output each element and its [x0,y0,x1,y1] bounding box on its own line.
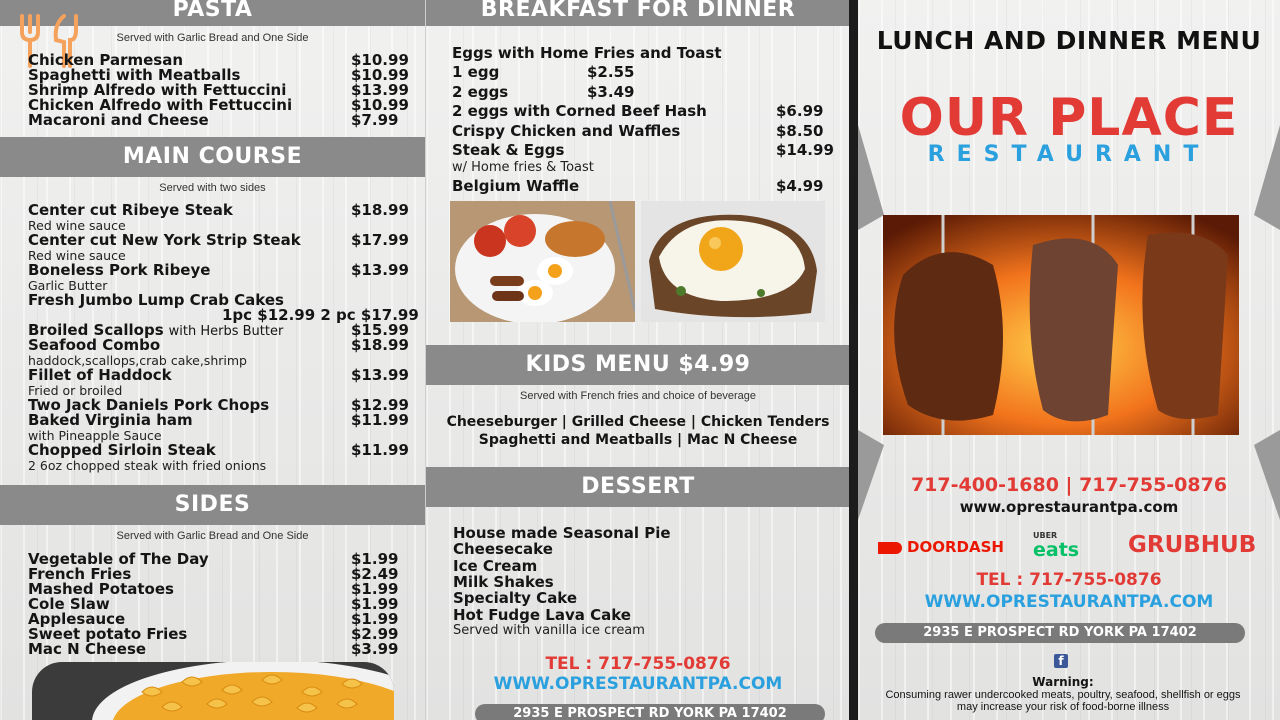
breakfast-item-price: $8.50 [776,122,824,140]
pasta-item-label: Spaghetti with Meatballs [28,66,241,84]
breakfast-header: BREAKFAST FOR DINNER [426,0,849,26]
left-panel [0,0,425,720]
dessert-item-name [453,605,631,624]
grubhub-logo[interactable]: GRUBHUB [1128,532,1257,558]
breakfast-item-name: 2 eggs with Corned Beef Hash [452,102,707,120]
doordash-label: DOORDASH [907,538,1004,556]
main-item-name [28,263,210,278]
pasta-subtitle: Served with Garlic Bread and One Side [116,32,309,44]
main-item-note: 2 6oz chopped steak with fried onions [28,458,267,473]
main-item-label: Fresh Jumbo Lump Crab Cakes [28,291,284,309]
dessert-item-name [453,591,577,606]
breakfast-item-price: $3.49 [587,83,635,101]
cover-tel: TEL : 717-755-0876 [976,570,1162,590]
main-item-price: $13.99 [351,261,409,279]
breakfast-item-price: $4.99 [776,177,824,195]
breakfast-item-name: Eggs with Home Fries and Toast [452,44,722,62]
main-item-label: Center cut New York Strip Steak [28,231,301,249]
main-item-label: Fillet of Haddock [28,366,172,384]
main-item-name [28,338,160,353]
contact-website[interactable]: WWW.OPRESTAURANTPA.COM [493,674,783,694]
dessert-item-label: Ice Cream [453,556,538,575]
dessert-item-name [453,542,553,557]
dessert-item-label: Specialty Cake [453,589,578,608]
main-item-price: 1pc $12.99 2 pc $17.99 [222,306,419,324]
pasta-item-price: $10.99 [351,96,409,114]
sides-item-label: French Fries [28,565,132,583]
pasta-item-price: $7.99 [351,111,399,129]
main-item-note: Red wine sauce [28,248,126,263]
breakfast-item-name: 1 egg [452,63,500,81]
main-item-note: haddock,scallops,crab cake,shrimp [28,353,247,368]
pasta-item-label: Shrimp Alfredo with Fettuccini [28,81,287,99]
main-course-header: MAIN COURSE [0,137,425,177]
egg-toast-photo [641,201,825,322]
main-item-note: with Pineapple Sauce [28,428,162,443]
full-breakfast-photo [450,201,635,322]
main-item-price: $18.99 [351,201,409,219]
sides-item-label: Sweet potato Fries [28,625,188,643]
kids-menu-line-1: Cheeseburger | Grilled Cheese | Chicken Tenders [446,414,830,430]
sides-subtitle: Served with Garlic Bread and One Side [116,530,309,542]
mac-n-cheese-photo [32,662,394,720]
main-item-price: $13.99 [351,366,409,384]
sides-item-name [28,642,146,657]
main-item-label: Chopped Sirloin Steak [28,441,216,459]
breakfast-item-price: $2.55 [587,63,635,81]
main-item-extra: with Herbs Butter [168,324,284,339]
brand-name: OUR PLACE [899,88,1239,148]
sides-item-price: $1.99 [351,550,399,568]
main-item-label: Boneless Pork Ribeye [28,261,211,279]
kids-menu-line-2: Spaghetti and Meatballs | Mac N Cheese [478,432,798,448]
main-course-subtitle: Served with two sides [159,182,266,194]
sides-item-price: $2.99 [351,625,399,643]
breakfast-item-price: $14.99 [776,141,834,159]
ubereats-label: eats [1033,539,1080,561]
main-item-label: Broiled Scallops [28,321,164,339]
sides-header: SIDES [0,485,425,525]
kids-menu-subtitle: Served with French fries and choice of beverage [519,390,757,402]
ubereats-top-label: UBER [1033,531,1058,540]
doordash-icon [878,542,902,554]
sides-item-price: $3.99 [351,640,399,658]
sides-item-price: $2.49 [351,565,399,583]
breakfast-item-name: 2 eggs [452,83,509,101]
pasta-item-price: $10.99 [351,51,409,69]
dessert-note: Served with vanilla ice cream [453,623,645,638]
dessert-item-name [453,526,671,541]
sides-item-price: $1.99 [351,580,399,598]
main-item-name [28,443,216,458]
cover-heading: LUNCH AND DINNER MENU [876,26,1262,55]
cover-web[interactable]: WWW.OPRESTAURANTPA.COM [924,592,1214,612]
warning-title: Warning: [1032,675,1094,689]
main-item-name [28,413,193,428]
breakfast-item-price: $6.99 [776,102,824,120]
cover-address: 2935 E PROSPECT RD YORK PA 17402 [875,623,1245,643]
main-item-name [28,233,301,248]
main-item-price: $11.99 [351,441,409,459]
sides-item-label: Cole Slaw [28,595,110,613]
contact-address: 2935 E PROSPECT RD YORK PA 17402 [475,704,825,720]
main-item-note: Red wine sauce [28,218,126,233]
contact-tel: TEL : 717-755-0876 [545,654,731,674]
dessert-item-name [453,572,554,591]
brand-subtitle: RESTAURANT [927,142,1211,167]
middle-panel [425,0,849,720]
main-item-price: $15.99 [351,321,409,339]
cover-website[interactable]: www.oprestaurantpa.com [959,498,1179,516]
dessert-item-label: House made Seasonal Pie [453,524,671,542]
pasta-item-label: Chicken Alfredo with Fettuccini [28,96,293,114]
main-item-note: Fried or broiled [28,383,123,398]
sides-item-label: Vegetable of The Day [28,550,209,568]
main-item-price: $18.99 [351,336,409,354]
sides-item-label: Mac N Cheese [28,640,147,658]
pasta-item-label: Chicken Parmesan [28,51,184,69]
doordash-logo[interactable] [878,538,1008,558]
breakfast-item-note: w/ Home fries & Toast [452,160,594,175]
main-item-label: Two Jack Daniels Pork Chops [28,396,270,414]
breakfast-item-name: Crispy Chicken and Waffles [452,122,681,140]
main-item-note: Garlic Butter [28,278,108,293]
pasta-item-name [28,113,209,128]
cover-phones: 717-400-1680 | 717-755-0876 [910,474,1228,496]
ubereats-logo[interactable] [1033,532,1093,562]
dessert-item-label: Cheesecake [453,540,553,559]
main-item-price: $12.99 [351,396,409,414]
facebook-icon[interactable]: f [1054,654,1068,668]
main-item-price: $11.99 [351,411,409,429]
main-item-label: Baked Virginia ham [28,411,193,429]
warning-text-1: Consuming rawer undercooked meats, poultry, seafood, shellfish or eggs [885,689,1241,701]
kids-menu-header: KIDS MENU $4.99 [426,345,849,385]
grilled-meat-photo [883,215,1239,435]
breakfast-item-name: Steak & Eggs [452,141,565,159]
sides-item-price: $1.99 [351,595,399,613]
dessert-item-label: Hot Fudge Lava Cake [453,605,631,624]
main-item-label: Seafood Combo [28,336,161,354]
main-item-name [28,203,233,218]
pasta-item-price: $10.99 [351,66,409,84]
panel-divider [849,0,858,720]
sides-item-label: Applesauce [28,610,126,628]
cover-panel [858,0,1280,720]
pasta-header: PASTA [0,0,425,26]
dessert-item-name [453,556,538,575]
sides-item-price: $1.99 [351,610,399,628]
warning-text-2: may increase your risk of food-borne illness [956,701,1170,713]
main-item-name [28,368,172,383]
dessert-item-label: Milk Shakes [453,572,554,591]
main-item-price: $17.99 [351,231,409,249]
dessert-header: DESSERT [426,467,849,507]
breakfast-item-name: Belgium Waffle [452,177,580,195]
main-item-label: Center cut Ribeye Steak [28,201,233,219]
pasta-item-price: $13.99 [351,81,409,99]
pasta-item-label: Macaroni and Cheese [28,111,209,129]
sides-item-label: Mashed Potatoes [28,580,174,598]
